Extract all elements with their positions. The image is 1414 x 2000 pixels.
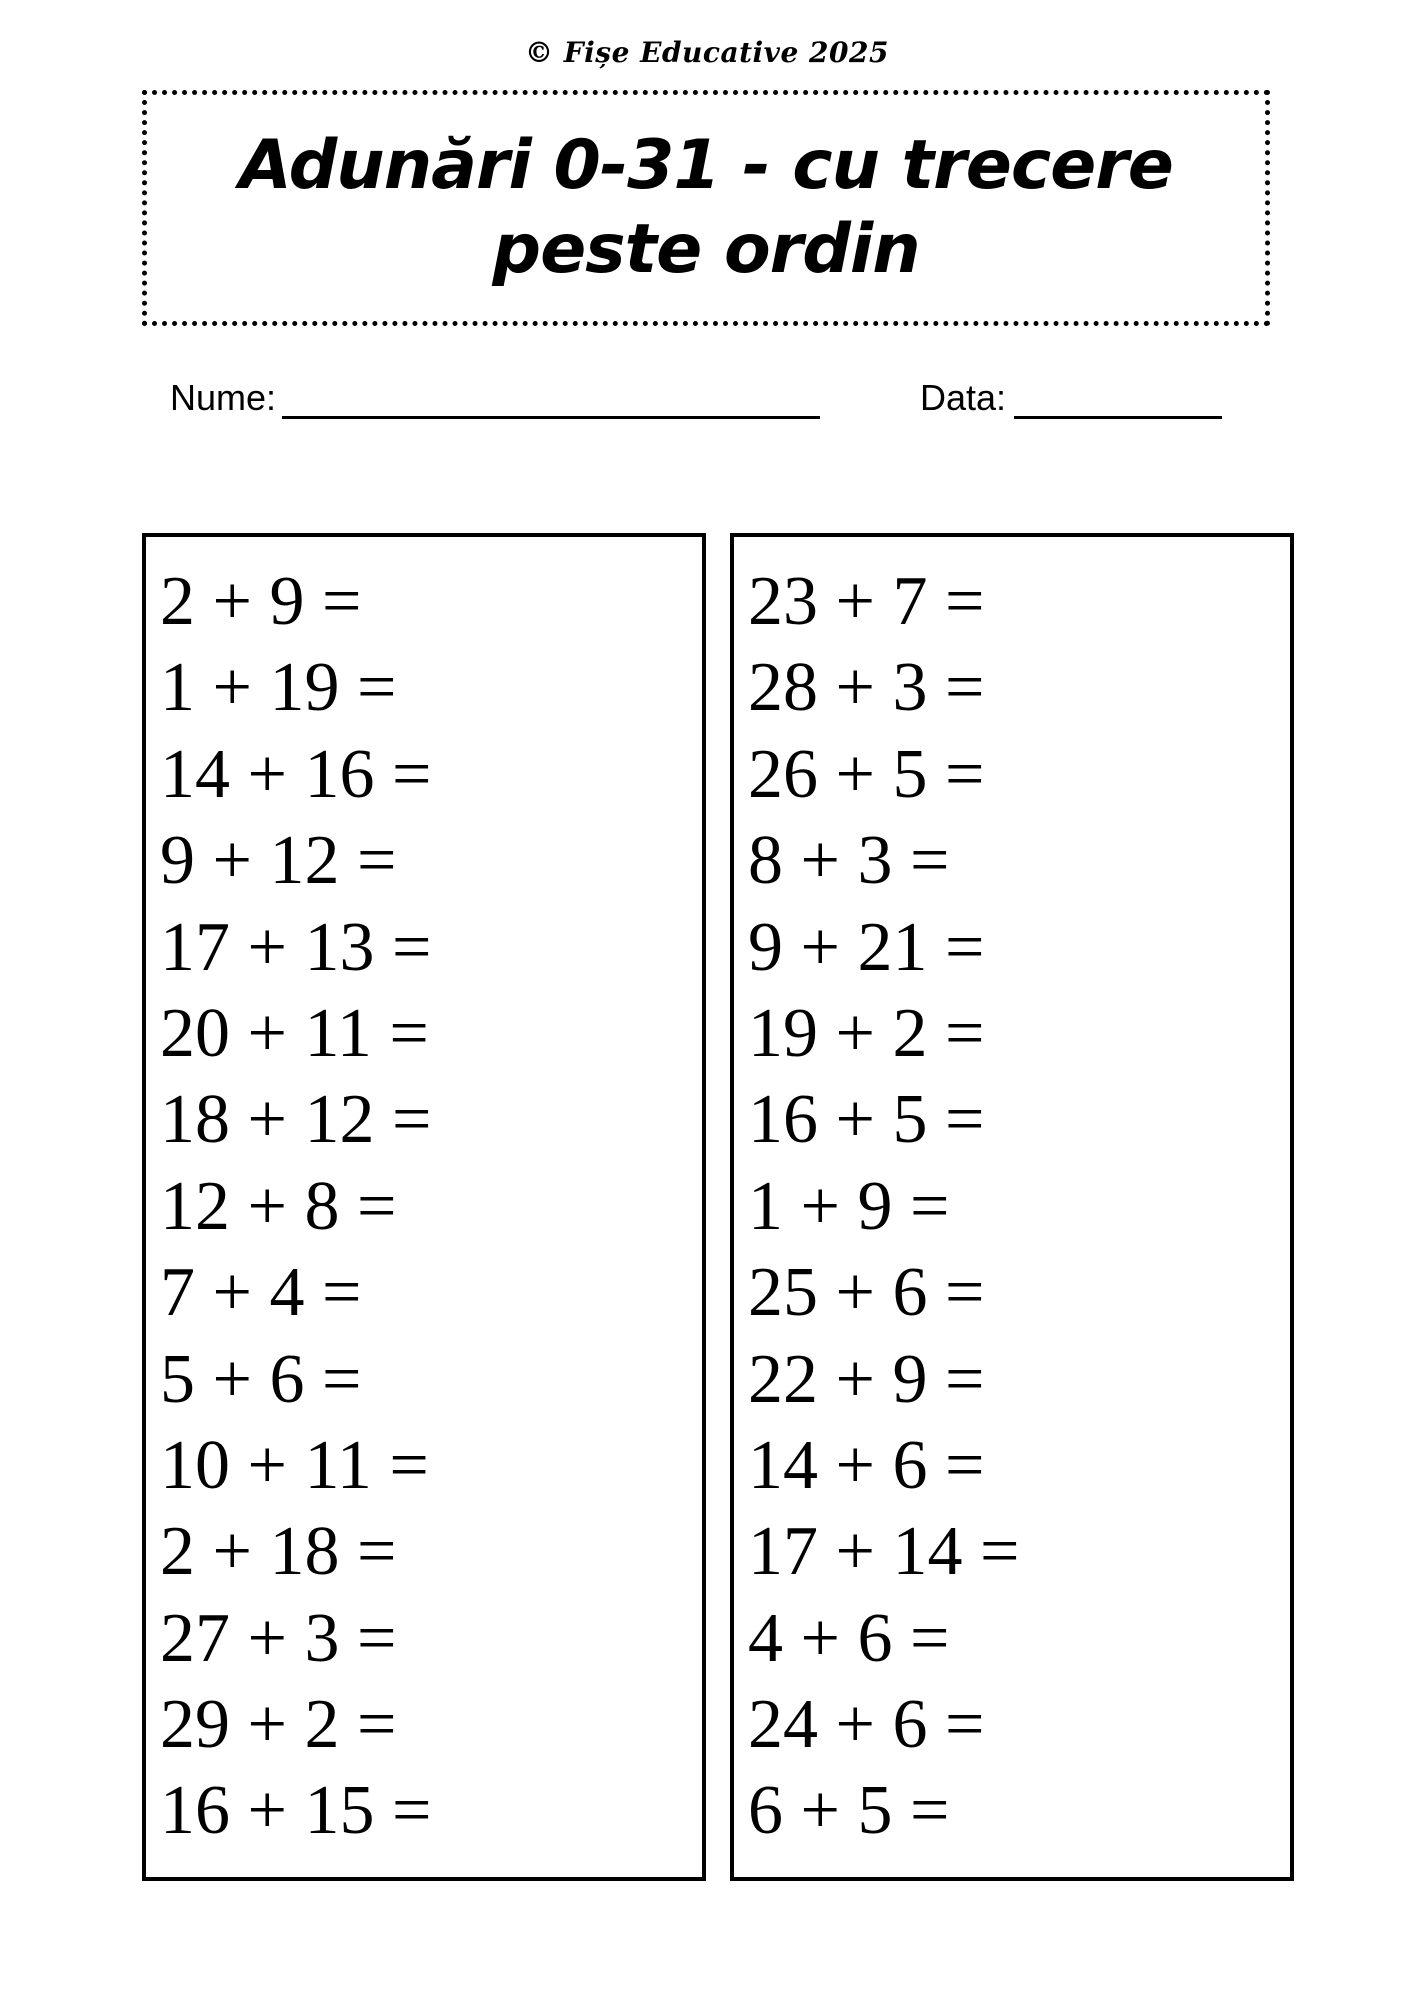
exercise-item: 27 + 3 = (160, 1599, 397, 1677)
exercise-item: 5 + 6 = (160, 1340, 362, 1418)
exercise-item: 26 + 5 = (748, 735, 985, 813)
exercise-item: 9 + 12 = (160, 822, 397, 900)
exercise-item: 17 + 13 = (160, 908, 432, 986)
name-label: Nume: (170, 377, 277, 418)
exercise-item: 18 + 12 = (160, 1081, 432, 1159)
exercise-item: 1 + 19 = (160, 649, 397, 727)
exercise-column-right (730, 533, 1294, 1881)
exercise-item: 16 + 15 = (160, 1772, 432, 1850)
exercise-item: 20 + 11 = (160, 994, 429, 1072)
exercise-item: 10 + 11 = (160, 1426, 429, 1504)
exercise-item: 17 + 14 = (748, 1513, 1020, 1591)
exercise-item: 6 + 5 = (748, 1772, 950, 1850)
exercise-item: 24 + 6 = (748, 1686, 985, 1764)
exercise-item: 14 + 6 = (748, 1426, 985, 1504)
exercise-item: 4 + 6 = (748, 1599, 950, 1677)
date-label: Data: (920, 377, 1007, 418)
page-title: Adunări 0-31 - cu trecere peste ordin (239, 126, 1173, 289)
title-box (142, 90, 1270, 326)
exercise-item: 16 + 5 = (748, 1081, 985, 1159)
exercise-item: 1 + 9 = (748, 1167, 950, 1245)
name-field (170, 372, 820, 419)
date-field (920, 372, 1222, 419)
exercise-item: 2 + 9 = (160, 563, 362, 640)
exercise-item: 28 + 3 = (748, 649, 985, 727)
exercise-item: 9 + 21 = (748, 908, 985, 986)
copyright-notice: © Fișe Educative 2025 (525, 36, 889, 69)
exercise-item: 23 + 7 = (748, 563, 985, 640)
exercise-item: 8 + 3 = (748, 822, 950, 900)
name-input-line[interactable] (282, 372, 820, 419)
exercise-item: 14 + 16 = (160, 735, 432, 813)
exercise-column-left (142, 533, 706, 1881)
date-input-line[interactable] (1014, 372, 1222, 419)
exercise-item: 7 + 4 = (160, 1254, 362, 1332)
exercise-item: 22 + 9 = (748, 1340, 985, 1418)
exercise-item: 2 + 18 = (160, 1513, 397, 1591)
exercise-item: 29 + 2 = (160, 1686, 397, 1764)
exercise-item: 12 + 8 = (160, 1167, 397, 1245)
exercise-item: 25 + 6 = (748, 1254, 985, 1332)
exercise-item: 19 + 2 = (748, 994, 985, 1072)
